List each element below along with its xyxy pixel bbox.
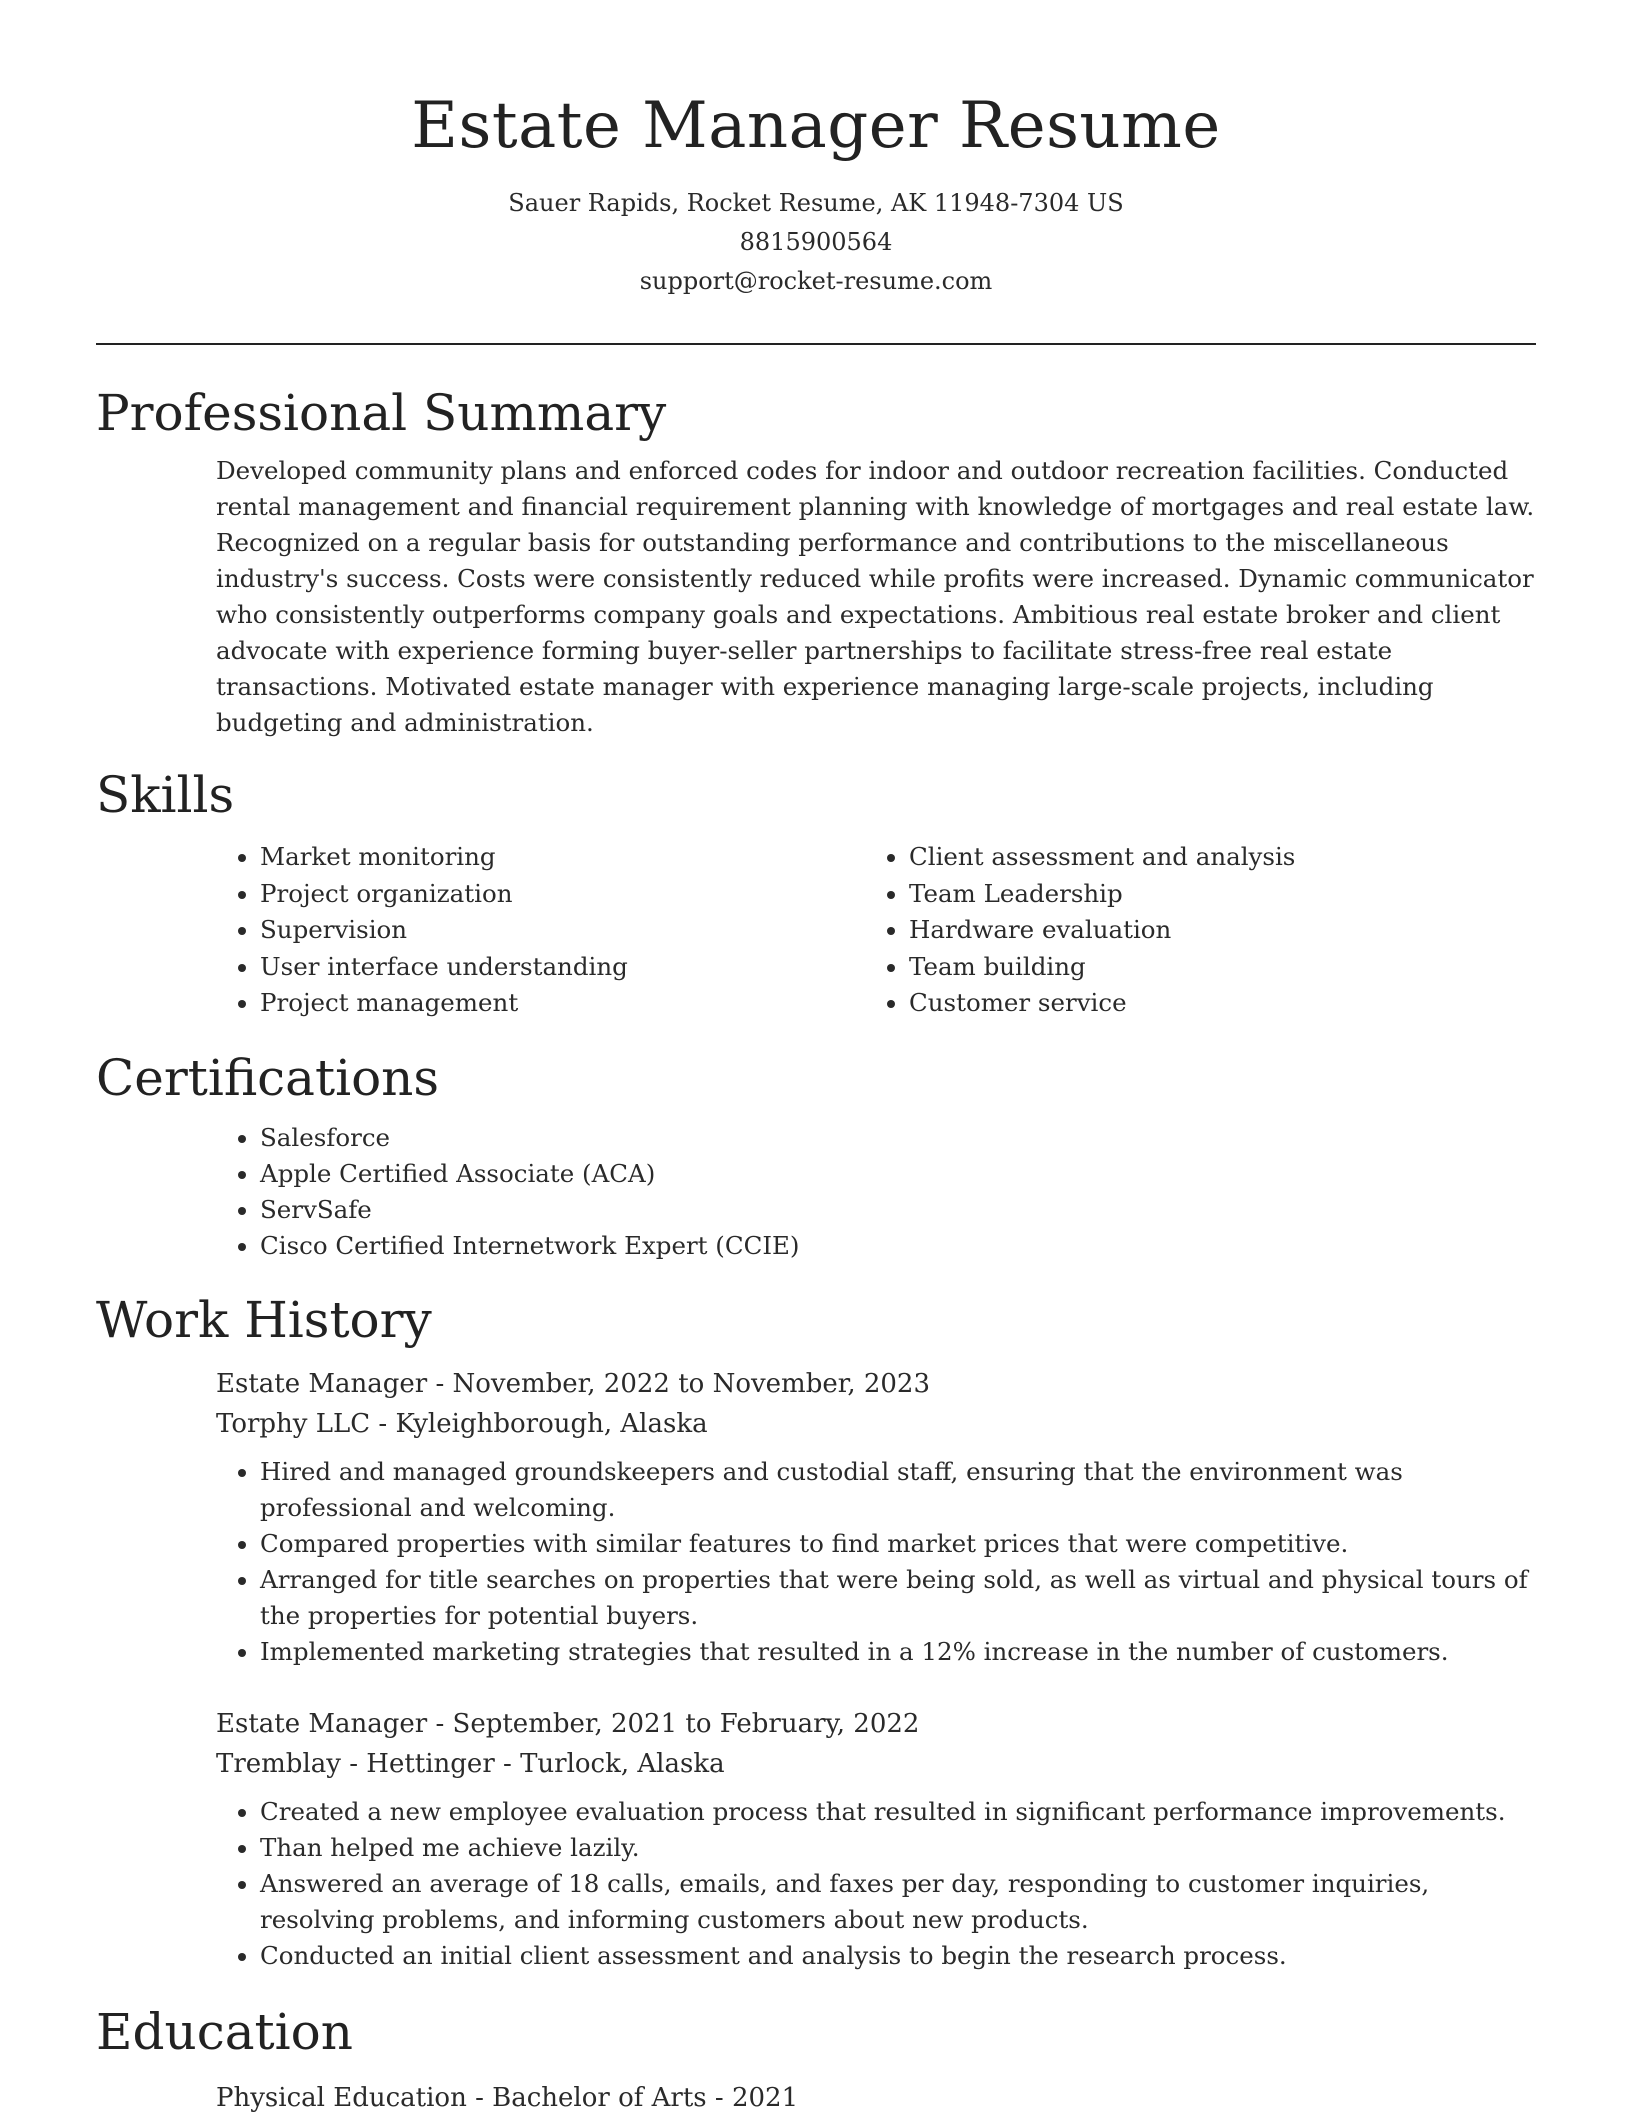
skill-item: • Team Leadership <box>909 876 1509 913</box>
job-entry <box>216 1704 1536 1974</box>
skills-columns <box>216 839 1536 1022</box>
job-bullet: • Than helped me achieve lazily. <box>260 1830 1536 1866</box>
contact-email: support@rocket-resume.com <box>639 267 993 295</box>
job-bullets <box>216 1454 1536 1670</box>
job-header <box>216 1704 1536 1784</box>
skill-item: • Team building <box>909 949 1509 986</box>
job-title-dates: Estate Manager - November, 2022 to November, 2023 <box>216 1368 931 1399</box>
professional-summary-section <box>96 383 1536 741</box>
job-bullet: • Conducted an initial client assessment and analysis to begin the research process. <box>260 1938 1536 1974</box>
skills-list-left <box>216 839 865 1022</box>
contact-block <box>96 184 1536 301</box>
summary-heading: Professional Summary <box>96 384 667 442</box>
job-company-location: Torphy LLC - Kyleighborough, Alaska <box>216 1408 708 1439</box>
contact-address: Sauer Rapids, Rocket Resume, AK 11948-7304 US <box>508 189 1124 217</box>
skill-item: • Project organization <box>260 876 865 913</box>
skill-item: • Market monitoring <box>260 839 865 876</box>
certifications-list <box>216 1120 1536 1264</box>
certification-item: • Cisco Certified Internetwork Expert (CCIE) <box>260 1228 1536 1264</box>
skill-item: • Hardware evaluation <box>909 912 1509 949</box>
resume-header <box>96 0 1536 301</box>
education-section <box>96 2002 1536 2118</box>
job-bullet: • Implemented marketing strategies that resulted in a 12% increase in the number of customers. <box>260 1634 1536 1670</box>
job-entry <box>216 1364 1536 1670</box>
skill-item: • Project management <box>260 985 865 1022</box>
work-history-section <box>96 1290 1536 1974</box>
job-bullets <box>216 1794 1536 1974</box>
work-history-heading: Work History <box>96 1290 432 1349</box>
job-bullet: • Hired and managed groundskeepers and custodial staff, ensuring that the environment was professional and welcoming. <box>260 1454 1536 1526</box>
job-bullet: • Arranged for title searches on properties that were being sold, as well as virtual and physical tours of the properties for potential buyers. <box>260 1562 1536 1634</box>
certification-item: • Apple Certified Associate (ACA) <box>260 1156 1536 1192</box>
job-bullet: • Compared properties with similar features to find market prices that were competitive. <box>260 1526 1536 1562</box>
education-heading: Education <box>96 2002 353 2061</box>
certifications-heading: Certifications <box>96 1048 440 1107</box>
skill-item: • Customer service <box>909 985 1509 1022</box>
skills-list-right <box>865 839 1509 1022</box>
certification-item: • Salesforce <box>260 1120 1536 1156</box>
certification-item: • ServSafe <box>260 1192 1536 1228</box>
education-entry: Physical Education - Bachelor of Arts - 2021 <box>216 2082 799 2113</box>
job-title-dates: Estate Manager - September, 2021 to February, 2022 <box>216 1708 920 1739</box>
skills-heading: Skills <box>96 766 235 824</box>
skill-item: • Client assessment and analysis <box>909 839 1509 876</box>
job-company-location: Tremblay - Hettinger - Turlock, Alaska <box>216 1748 725 1779</box>
resume-title: Estate Manager Resume <box>411 89 1221 163</box>
summary-text: Developed community plans and enforced codes for indoor and outdoor recreation facilities. Conducted rental management and financial requirement planning with knowledge of mortgages and real estate law. Recognized on a regular basis for outstanding performance and contributions to the miscellaneous industry's success. Costs were consistently reduced while profits were increased. Dynamic communicator who consistently outperforms company goals and expectations. Ambitious real estate broker and client advocate with experience forming buyer-seller partnerships to facilitate stress-free real estate transactions. Motivated estate manager with experience managing large-scale projects, including budgeting and administration. <box>216 456 1535 737</box>
skill-item: • Supervision <box>260 912 865 949</box>
skills-section <box>96 765 1536 1022</box>
contact-phone: 8815900564 <box>739 228 893 256</box>
job-bullet: • Created a new employee evaluation process that resulted in significant performance improvements. <box>260 1794 1536 1830</box>
job-header <box>216 1364 1536 1444</box>
certifications-section <box>96 1048 1536 1264</box>
job-bullet: • Answered an average of 18 calls, emails, and faxes per day, responding to customer inquiries, resolving problems, and informing customers about new products. <box>260 1866 1536 1938</box>
skill-item: • User interface understanding <box>260 949 865 986</box>
header-divider <box>96 343 1536 345</box>
